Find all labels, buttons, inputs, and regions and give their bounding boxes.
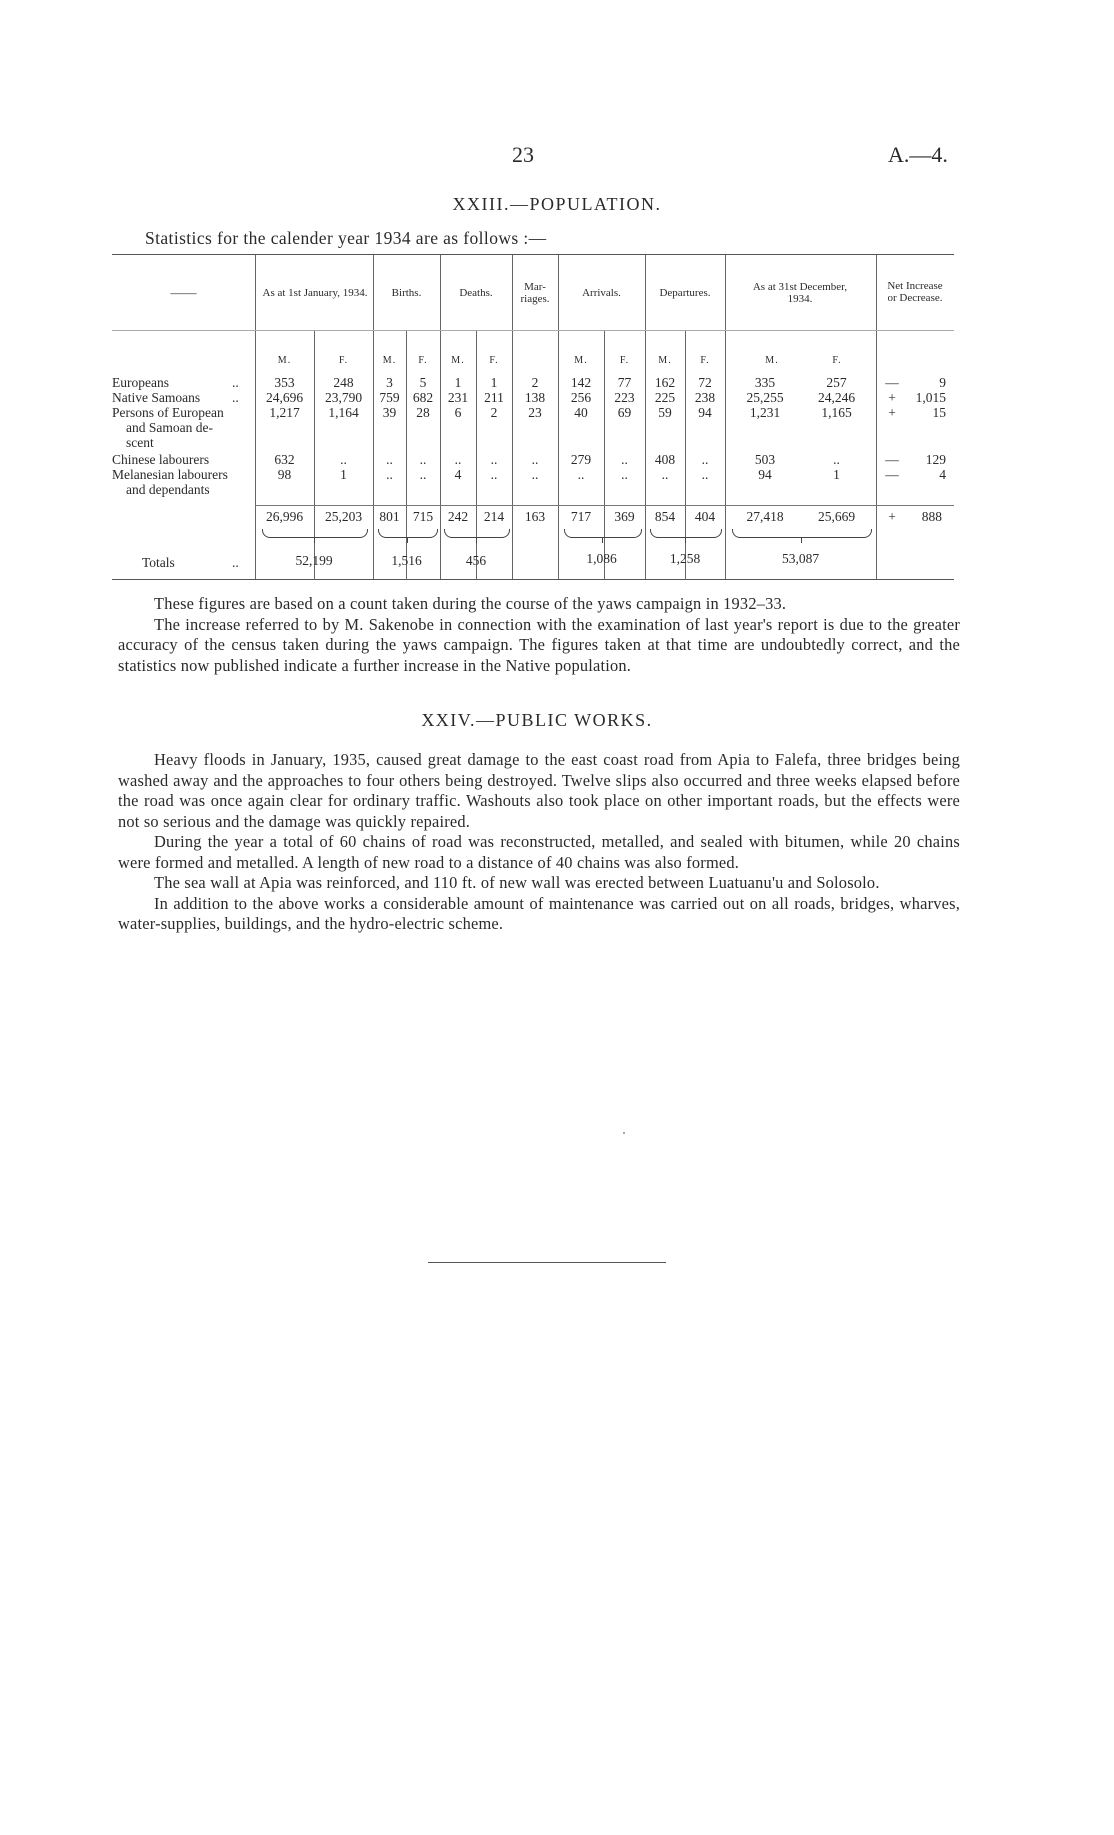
sub-f: F.	[619, 355, 630, 366]
table-cell: 138	[524, 390, 546, 405]
total-cell: 27,418	[746, 509, 784, 524]
total-cell: 717	[570, 509, 592, 524]
table-cell: 98	[277, 467, 292, 482]
table-cell: ..	[454, 452, 462, 467]
total-cell: 242	[447, 509, 469, 524]
total-cell: 801	[379, 509, 400, 524]
table-cell: 1,231	[749, 405, 781, 420]
table-cell: 23,790	[324, 390, 363, 405]
sub-m: M.	[382, 355, 397, 366]
combined-births: 1,516	[391, 553, 422, 568]
page-number: 23	[512, 142, 534, 167]
net-sign: —	[885, 452, 899, 467]
table-cell: 225	[654, 390, 676, 405]
table-cell: ..	[419, 467, 427, 482]
combined-arrivals: 1,086	[586, 551, 617, 566]
table-cell: ..	[386, 452, 393, 467]
table-cell: 248	[333, 375, 354, 390]
public-works-paragraph: In addition to the above works a considerable amount of maintenance was carried out on all roads, bridges, wharves, water-supplies, buildings, and the hydro-electric scheme.	[118, 893, 960, 933]
sub-f: F.	[700, 355, 710, 366]
public-works-body	[118, 750, 960, 935]
sub-m: M.	[277, 355, 292, 366]
table-cell: 39	[382, 405, 397, 420]
row-label-europeans: Europeans ..	[112, 375, 239, 390]
combined-deaths: 456	[465, 553, 487, 568]
total-cell: 214	[483, 509, 505, 524]
table-cell: 24,246	[817, 390, 856, 405]
table-cell: 223	[614, 390, 635, 405]
table-cell: 4	[454, 467, 462, 482]
net-value: 9	[939, 375, 946, 390]
table-cell: 25,255	[746, 390, 784, 405]
table-cell: 94	[698, 405, 712, 420]
public-works-paragraph: The sea wall at Apia was reinforced, and 110 ft. of new wall was erected between Luatuanu'u and Solosolo.	[154, 873, 880, 892]
public-works-paragraph: During the year a total of 60 chains of road was reconstructed, metalled, and sealed with bitumen, while 20 chains were formed and metalled. A length of new road to a distance of 40 chains was also formed.	[118, 832, 960, 872]
table-cell: ..	[490, 452, 498, 467]
table-cell: 28	[416, 405, 430, 420]
total-cell: 163	[524, 509, 546, 524]
net-value: 4	[939, 467, 946, 482]
table-cell: 632	[274, 452, 295, 467]
header-blank: ——	[170, 284, 197, 300]
net-sign: +	[888, 509, 896, 524]
row-label-melanesian-labourers: Melanesian labourers and dependants	[112, 467, 228, 497]
net-sign: +	[888, 390, 896, 405]
table-cell: ..	[661, 467, 669, 482]
table-cell: 162	[654, 375, 676, 390]
table-cell: 2	[490, 405, 498, 420]
table-cell: ..	[531, 452, 539, 467]
sub-m: M.	[451, 355, 465, 366]
table-cell: 335	[754, 375, 776, 390]
table-cell: 408	[654, 452, 676, 467]
page-reference: A.—4.	[888, 142, 948, 167]
table-cell: 77	[617, 375, 632, 390]
sub-m: M.	[574, 355, 588, 366]
header-net: Net Increase or Decrease.	[887, 280, 943, 304]
population-table	[112, 254, 954, 580]
table-cell: ..	[701, 467, 709, 482]
row-label-native-samoans: Native Samoans ..	[112, 390, 239, 405]
sub-f: F.	[418, 355, 428, 366]
table-cell: 759	[379, 390, 400, 405]
table-cell: ..	[833, 452, 840, 467]
sub-f: F.	[489, 355, 499, 366]
table-cell: 682	[412, 390, 434, 405]
table-cell: 1,165	[821, 405, 852, 420]
net-sign: —	[885, 467, 899, 482]
net-value: 888	[921, 509, 942, 524]
header-deaths: Deaths.	[459, 286, 493, 299]
table-cell: 231	[447, 390, 469, 405]
end-rule	[428, 1262, 666, 1263]
sub-f: F.	[338, 355, 349, 366]
sub-m: M.	[658, 355, 672, 366]
table-cell: 72	[698, 375, 712, 390]
total-cell: 25,669	[817, 509, 856, 524]
table-cell: ..	[621, 452, 628, 467]
total-cell: 715	[412, 509, 434, 524]
header-departures: Departures.	[659, 286, 711, 299]
table-cell: 503	[754, 452, 776, 467]
table-cell: 238	[694, 390, 716, 405]
total-cell: 369	[614, 509, 635, 524]
table-cell: 279	[570, 452, 592, 467]
public-works-paragraph: Heavy floods in January, 1935, caused great damage to the east coast road from Apia to Falefa, three bridges being washed away and the approaches to four others being destroyed. Twelve slips also occurred and three weeks elapsed before the road was once again clear for ordinary traffic. Washouts also took place on other important roads, but the effects were not so serious and the damage was quickly repaired.	[118, 750, 960, 831]
table-cell: ..	[340, 452, 347, 467]
table-cell: ..	[419, 452, 427, 467]
table-cell: 1	[833, 467, 840, 482]
header-births: Births.	[391, 286, 422, 299]
table-cell: 6	[454, 405, 462, 420]
table-cell: ..	[621, 467, 628, 482]
header-marriages: Mar-riages.	[520, 280, 550, 305]
table-cell: 256	[570, 390, 592, 405]
table-cell: 23	[528, 405, 542, 420]
combined-dec: 53,087	[781, 551, 820, 566]
table-cell: 94	[758, 467, 772, 482]
combined-jan: 52,199	[295, 553, 333, 568]
table-cell: 24,696	[265, 390, 304, 405]
combined-departures: 1,258	[669, 551, 701, 566]
total-cell: 25,203	[324, 509, 363, 524]
table-cell: 211	[484, 390, 504, 405]
table-cell: 1,164	[328, 405, 359, 420]
population-paragraph: These figures are based on a count taken during the course of the yaws campaign in 1932–33.	[154, 594, 787, 613]
population-intro: Statistics for the calender year 1934 are as follows :—	[145, 228, 547, 248]
sub-f: F.	[832, 355, 842, 366]
table-cell: 1	[454, 375, 462, 390]
table-cell: ..	[577, 467, 585, 482]
table-cell: 3	[386, 375, 393, 390]
table-cell: 353	[274, 375, 295, 390]
public-works-title: XXIV.—PUBLIC WORKS.	[421, 710, 653, 730]
net-value: 1,015	[915, 390, 946, 405]
table-cell: 40	[574, 405, 588, 420]
population-title: XXIII.—POPULATION.	[452, 194, 662, 214]
table-cell: 1,217	[269, 405, 300, 420]
net-sign: +	[888, 405, 896, 420]
table-cell: 257	[826, 375, 847, 390]
table-cell: ..	[701, 452, 709, 467]
header-dec: As at 31st December, 1934.	[752, 280, 848, 305]
table-cell: ..	[490, 467, 498, 482]
totals-label: Totals ..	[142, 555, 239, 570]
table-cell: 5	[419, 375, 427, 390]
total-cell: 854	[654, 509, 676, 524]
net-value: 15	[932, 405, 946, 420]
total-cell: 26,996	[265, 509, 304, 524]
table-cell: 59	[658, 405, 672, 420]
total-cell: 404	[694, 509, 716, 524]
table-cell: 69	[617, 405, 632, 420]
sub-m: M.	[765, 355, 779, 366]
table-cell: ..	[386, 467, 393, 482]
table-cell: ..	[531, 467, 539, 482]
table-cell: 142	[570, 375, 592, 390]
net-sign: —	[885, 375, 899, 390]
net-value: 129	[925, 452, 946, 467]
table-cell: 1	[490, 375, 498, 390]
header-arrivals: Arrivals.	[582, 286, 621, 299]
population-notes	[118, 594, 960, 676]
stray-dot	[623, 1132, 625, 1134]
header-jan: As at 1st January, 1934.	[262, 286, 368, 299]
population-paragraph: The increase referred to by M. Sakenobe in connection with the examination of last year's report is due to the greater accuracy of the census taken during the yaws campaign. The figures taken at that time are undoubtedly correct, and the statistics now published indicate a further increase in the Native population.	[118, 614, 960, 675]
table-cell: 1	[340, 467, 347, 482]
row-label-chinese-labourers: Chinese labourers	[112, 452, 210, 467]
table-cell: 2	[531, 375, 539, 390]
row-label-persons-european-samoan: Persons of European and Samoan de- scent	[112, 405, 224, 450]
